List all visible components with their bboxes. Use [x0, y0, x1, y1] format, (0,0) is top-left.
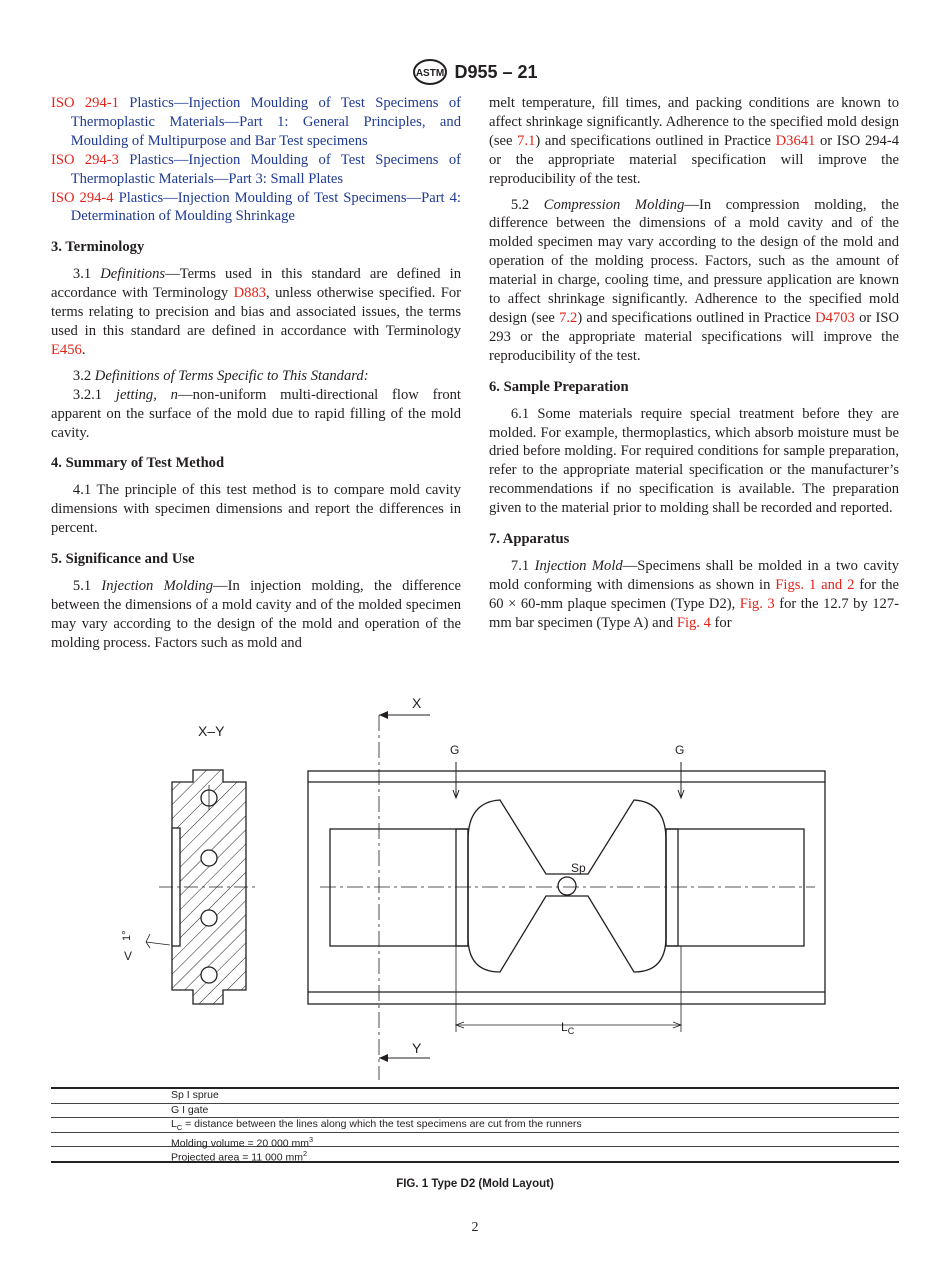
- para-3-1: 3.1 Definitions—Terms used in this standard are defined in accordance with Terminology D883, unless otherwise specified. For terms relating to precision and bias and associated issues, the terms used in this standard are defined in accordance with Terminology E456.: [51, 266, 462, 358]
- link-d3641[interactable]: D3641: [775, 132, 816, 149]
- link-figs-1-2[interactable]: Figs. 1 and 2: [775, 576, 855, 593]
- ref-link[interactable]: ISO 294-1: [51, 95, 119, 111]
- link-7-2[interactable]: 7.2: [559, 309, 578, 326]
- link-fig-4[interactable]: Fig. 4: [676, 614, 711, 631]
- ref-link[interactable]: ISO 294-4: [51, 189, 114, 206]
- legend-row: G I gate: [51, 1103, 899, 1118]
- link-e456[interactable]: E456: [51, 341, 82, 358]
- runner-right: [666, 829, 804, 946]
- section-heading-summary: 4. Summary of Test Method: [51, 455, 225, 472]
- cavity-top: [468, 800, 666, 874]
- section-heading-apparatus: 7. Apparatus: [489, 531, 570, 548]
- para-5-1: 5.1 Injection Molding—In injection molding, the difference between the dimensions of a mold cavity and of the molded specimen may vary according to the design of the mold and operation of the molding process. Factors such as mold and: [51, 577, 461, 651]
- figure-legend: [51, 1087, 899, 1163]
- runner-left: [330, 829, 468, 946]
- section-hole: [201, 850, 217, 866]
- label-gate-left: G: [450, 743, 460, 757]
- label-x: X: [412, 695, 422, 711]
- section-heading-sample-prep: 6. Sample Preparation: [489, 378, 629, 395]
- link-d883[interactable]: D883: [233, 285, 267, 302]
- ref-iso-294-3: ISO 294-3 Plastics—Injection Moulding of Test Specimens of Thermoplastic Materials—Part 3: Small Plates: [51, 151, 461, 187]
- link-7-1[interactable]: 7.1: [517, 132, 536, 149]
- gate-right: [666, 829, 678, 946]
- legend-row: Sp I sprue: [51, 1087, 899, 1103]
- gate-left: [456, 829, 468, 946]
- ref-iso-294-4: ISO 294-4 Plastics—Injection Moulding of Test Specimens—Part 4: Determination of Moulding Shrinkage: [51, 189, 461, 225]
- right-column: [489, 94, 899, 640]
- page-number: 2: [471, 1220, 479, 1235]
- legend-row: Projected area = 11 000 $mm^2$: [51, 1146, 899, 1161]
- label-v: V: [124, 949, 133, 963]
- label-sprue: Sp: [571, 861, 586, 875]
- label-lc: $L_C$: [561, 1020, 575, 1036]
- para-5-1-cont: melt temperature, fill times, and packing conditions are known to affect shrinkage significantly. Adherence to the specified mold design (see 7.1) and specifications outlined in Practice D3641 or ISO 294-4 or the appropriate material specification will improve the reproducibility of the test.: [489, 95, 899, 187]
- sprue: [558, 877, 576, 895]
- page-header: [0, 56, 950, 88]
- legend-row: Molding volume = 20 000 $mm^3$: [51, 1132, 899, 1147]
- section-hole: [201, 910, 217, 926]
- label-gate-right: G: [675, 743, 685, 757]
- legend-row: $L_C$ = distance between the lines along which the test specimens are cut from the runners: [51, 1117, 899, 1132]
- ref-link[interactable]: ISO 294-3: [51, 151, 119, 168]
- label-x-y: X–Y: [198, 723, 225, 739]
- link-d4703[interactable]: D4703: [815, 309, 855, 326]
- section-heading-significance: 5. Significance and Use: [51, 551, 195, 568]
- mold-outer: [308, 771, 825, 1004]
- para-5-2: 5.2 Compression Molding—In compression molding, the difference between the dimensions of a mold cavity and of the molded specimen may vary according to the design of the mold and operation of the molding process. Factors, such as the amount of material in charge, cooling time, and pressure application are known to affect shrinkage significantly. Adherence to the specified mold design (see 7.2) and specifications outlined in Practice D4703 or ISO 293 or the appropriate material specifications will improve the reproducibility of the test.: [489, 196, 899, 364]
- left-column: [51, 94, 461, 660]
- figure-caption: FIG. 1 Type D2 (Mold Layout): [396, 1178, 554, 1190]
- para-4-1: 4.1 The principle of this test method is to compare mold cavity dimensions with specimen dimensions and report the differences in percent.: [51, 482, 461, 537]
- para-3-2: 3.2 Definitions of Terms Specific to This Standard:: [72, 367, 369, 384]
- astm-logo-icon: [412, 58, 448, 86]
- section-heading-terminology: 3. Terminology: [51, 239, 145, 256]
- standard-code: D955 – 21: [454, 61, 538, 82]
- para-6-1: 6.1 Some materials require special treatment before they are molded. For example, thermoplastics, which absorb moisture must be dried before molding. For required conditions for sample preparation, refer to the appropriate material specification or the manufacturer’s recommendations if no specification is available. The preparation given to the material prior to molding shall be recorded and reported.: [489, 405, 899, 517]
- label-y: Y: [412, 1040, 422, 1056]
- para-3-2-1: 3.2.1 jetting, n—non-uniform multi-directional flow front apparent on the surface of the mold due to rapid filling of the mold cavity.: [51, 386, 461, 441]
- section-hole: [201, 967, 217, 983]
- cavity-bottom: [468, 896, 666, 972]
- para-7-1: 7.1 Injection Mold—Specimens shall be molded in a two cavity mold conforming with dimensions as shown in Figs. 1 and 2 for the 60 × 60-mm plaque specimen (Type D2), Fig. 3 for the 12.7 by 127-mm bar specimen (Type A) and Fig. 4 for: [489, 557, 900, 631]
- ref-iso-294-1: ISO 294-1 Plastics—Injection Moulding of Test Specimens of Thermoplastic Materials—Part 1: General Principles, and Moulding of Multipurpose and Bar Test specimens: [51, 95, 461, 149]
- mold-layout-figure: [60, 690, 900, 1085]
- label-angle: 1°: [121, 930, 133, 941]
- logo-text: ASTM: [416, 68, 445, 79]
- link-fig-3[interactable]: Fig. 3: [739, 595, 775, 612]
